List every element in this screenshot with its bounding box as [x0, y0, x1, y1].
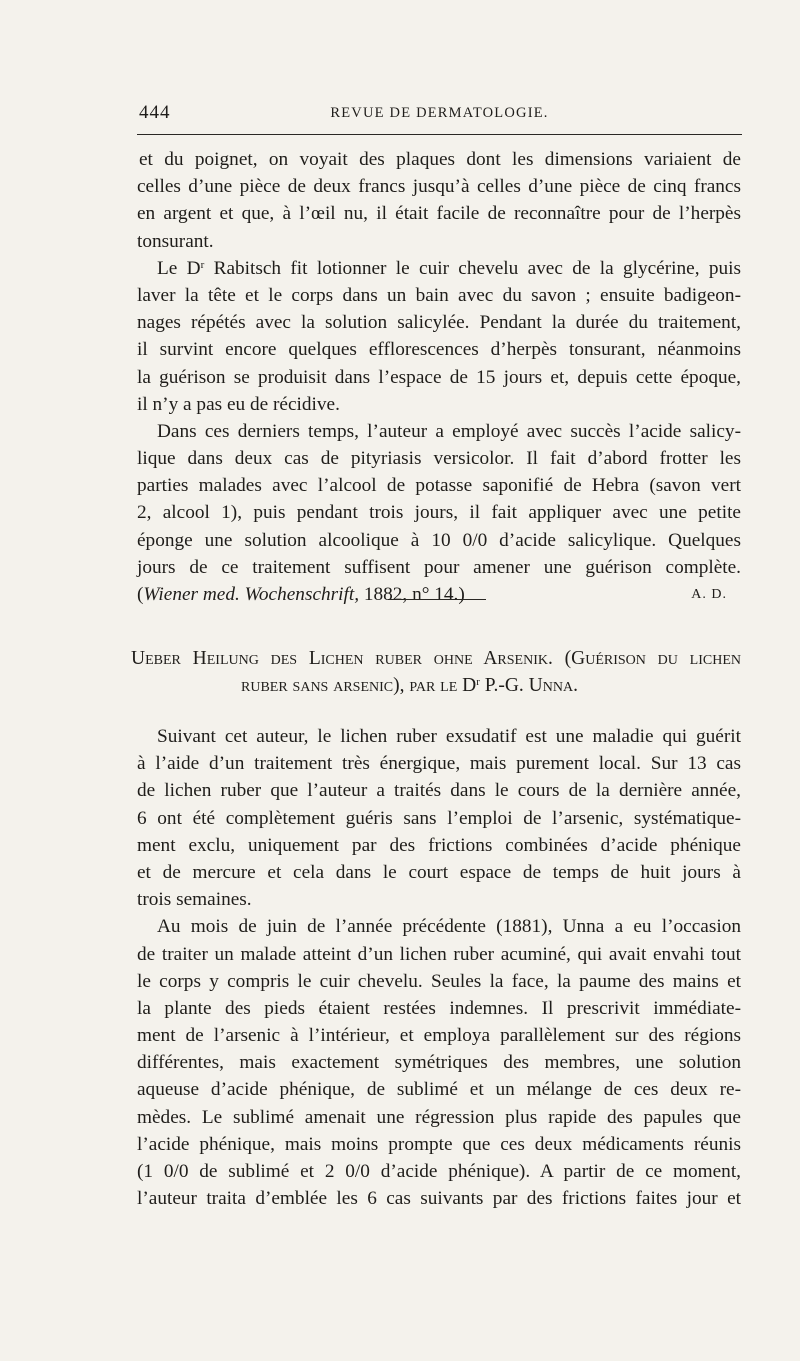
text-line: nages répétés avec la solution salicylée. Pendant la durée du traitement, — [137, 312, 741, 334]
text-line: celles d’une pièce de deux francs jusqu’à celles d’une pièce de cinq francs — [137, 176, 741, 198]
text-line: de lichen ruber que l’auteur a traités dans le cours de la dernière année, — [137, 780, 741, 802]
text-line: (1 0/0 de sublimé et 2 0/0 d’acide phénique). A partir de ce moment, — [137, 1161, 741, 1182]
text-line: lique dans deux cas de pityriasis versicolor. Il fait d’abord frotter les — [137, 448, 741, 470]
text-line: tonsurant. — [137, 230, 214, 252]
running-head — [137, 102, 742, 132]
text-line: en argent et que, à l’œil nu, il était facile de reconnaître pour de l’herpès — [137, 203, 741, 225]
text-line: jours de ce traitement suffisent pour amener une guérison complète. — [137, 556, 741, 578]
citation-details: 1882, n° 14.) — [359, 584, 465, 605]
text-line: l’acide phénique, mais moins prompte que ces deux médicaments réunis — [137, 1133, 741, 1155]
text-line: et du poignet, on voyait des plaques dont les dimensions variaient de — [139, 149, 741, 170]
text-line: à l’aide d’un traitement très énergique, mais purement local. Sur 13 cas — [137, 753, 741, 775]
text-line: il n’y a pas eu de récidive. — [137, 393, 340, 415]
journal-title: REVUE DE DERMATOLOGIE. — [330, 105, 549, 121]
text-line: 2, alcool 1), puis pendant trois jours, il fait appliquer avec une petite — [137, 502, 741, 524]
text-line: éponge une solution alcoolique à 10 0/0 d’acide salicylique. Quelques — [137, 529, 741, 551]
text-line: Au mois de juin de l’année précédente (1881), Unna a eu l’occasion — [157, 916, 741, 938]
heading-line: Ueber Heilung des Lichen ruber ohne Arsenik. (Guérison du lichen — [131, 648, 741, 669]
text-fragment: Rabitsch fit lotionner le cuir chevelu avec de la glycérine, puis — [204, 257, 741, 279]
superscript: r — [476, 676, 480, 688]
text-line: la guérison se produisit dans l’espace de 15 jours et, depuis cette époque, — [137, 366, 741, 388]
text-line: aqueuse d’acide phénique, de sublimé et un mélange de ces deux re- — [137, 1079, 741, 1101]
heading-fragment: P.-G. Unna. — [479, 675, 578, 696]
text-line: 6 ont été complètement guéris sans l’emploi de l’arsenic, systématique- — [137, 807, 741, 829]
text-line: ment de l’arsenic à l’intérieur, et employa parallèlement sur des régions — [137, 1025, 741, 1047]
citation-line — [137, 581, 741, 608]
text-line: la plante des pieds étaient restées indemnes. Il prescrivit immédiate- — [137, 997, 741, 1019]
text-line: l’auteur traita d’emblée les 6 cas suivants par des frictions faites jour et — [137, 1188, 741, 1210]
article-top — [137, 146, 741, 608]
text-fragment: Le D — [157, 257, 201, 279]
text-line: de traiter un malade atteint d’un lichen ruber acuminé, qui avait envahi tout — [137, 943, 741, 965]
text-line — [137, 255, 741, 282]
text-line: et de mercure et cela dans le court espace de temps de huit jours à — [137, 861, 741, 883]
page-number: 444 — [139, 102, 171, 123]
citation-paren: ( — [137, 584, 144, 605]
heading-line — [131, 672, 741, 699]
text-line: parties malades avec l’alcool de potasse saponifié de Hebra (savon vert — [137, 475, 741, 497]
article-body — [137, 723, 741, 1212]
text-line: le corps y compris le cuir chevelu. Seules la face, la paume des mains et — [137, 970, 741, 992]
header-rule — [137, 134, 742, 135]
text-line: différentes, mais exactement symétriques des membres, une solution — [137, 1052, 741, 1074]
section-heading — [131, 645, 741, 699]
section-separator — [388, 599, 486, 600]
text-line: ment exclu, uniquement par des frictions combinées d’acide phénique — [137, 834, 741, 856]
text-line: il survint encore quelques efflorescences d’herpès tonsurant, néanmoins — [137, 339, 741, 361]
text-line: trois semaines. — [137, 889, 252, 911]
heading-fragment: ruber sans arsenic), par le D — [241, 675, 477, 696]
journal-name: Wiener med. Wochenschrift, — [143, 584, 360, 605]
text-line: laver la tête et le corps dans un bain avec du savon ; ensuite badigeon- — [137, 284, 741, 306]
author-signature: A. D. — [691, 587, 727, 602]
text-line: Suivant cet auteur, le lichen ruber exsudatif est une maladie qui guérit — [157, 726, 741, 747]
text-line: mèdes. Le sublimé amenait une régression plus rapide des papules que — [137, 1106, 741, 1128]
text-line: Dans ces derniers temps, l’auteur a employé avec succès l’acide salicy- — [157, 420, 741, 442]
superscript: r — [200, 258, 205, 271]
